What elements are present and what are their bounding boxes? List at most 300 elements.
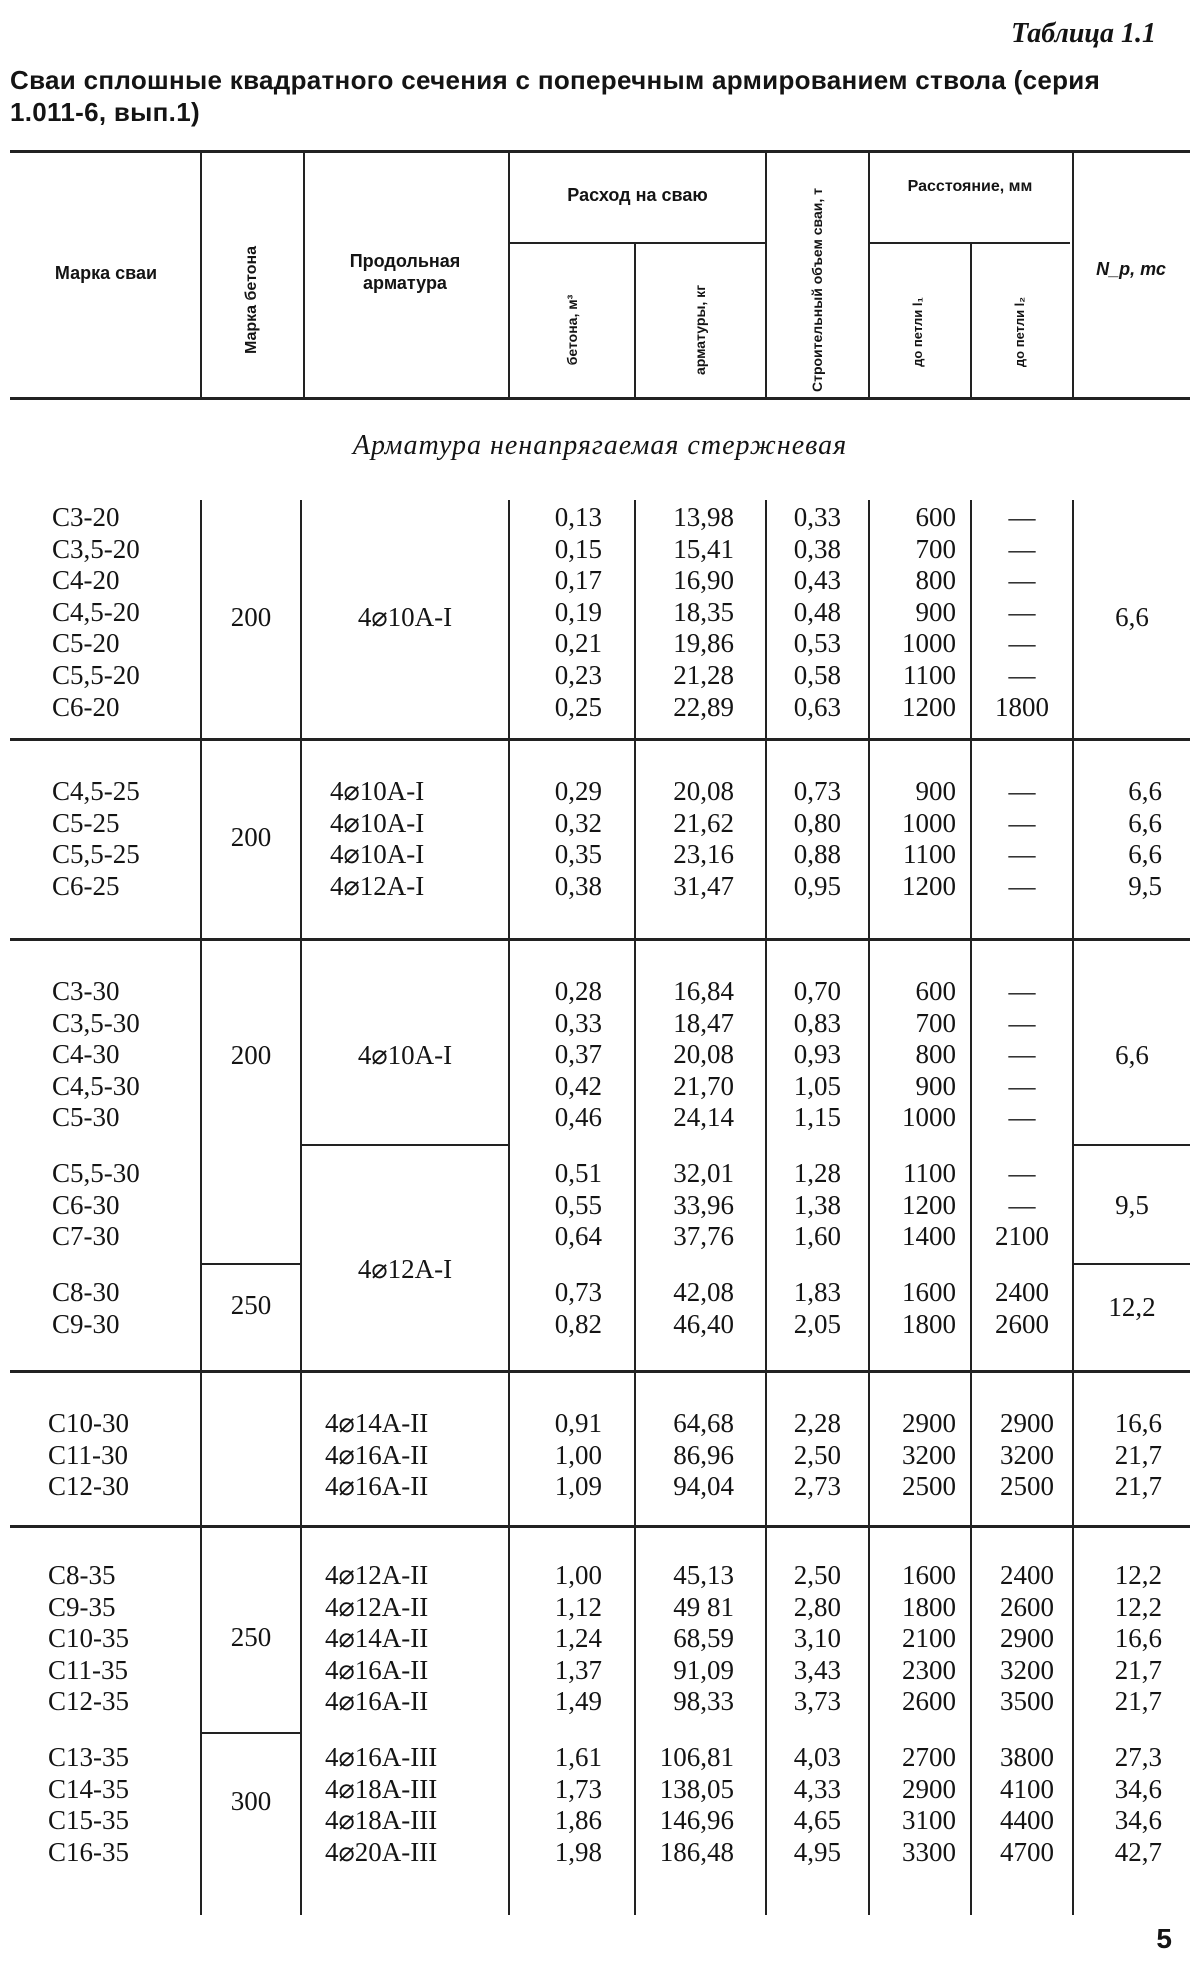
table-cell: 0,43 — [793, 565, 841, 596]
table-number: Таблица 1.1 — [1011, 18, 1156, 49]
g3-rebar-a: 4⌀10А-I — [357, 1040, 453, 1070]
table-cell: C4,5-25 — [52, 776, 140, 806]
table-cell: 4100 — [1000, 1773, 1054, 1804]
table-cell: 600 — [915, 976, 956, 1006]
table-cell: 0,25 — [554, 691, 602, 722]
table-cell: C11-35 — [48, 1654, 128, 1685]
table-cell: 1,60 — [793, 1221, 841, 1252]
header-longitudinal-rebar: Продольная арматура — [349, 251, 461, 293]
header-vline — [200, 150, 202, 398]
table-cell: 23,16 — [673, 839, 734, 870]
table-cell: 2900 — [1000, 1408, 1054, 1438]
table-cell: C6-20 — [52, 691, 120, 722]
table-cell: 2100 — [995, 1221, 1049, 1252]
table-cell: 19,86 — [673, 628, 734, 659]
g4-marks — [48, 1408, 129, 1503]
header-vline — [970, 244, 972, 398]
table-cell: 4⌀14А-II — [325, 1623, 429, 1654]
g5-l1-b — [870, 1742, 956, 1868]
table-cell: 33,96 — [673, 1189, 734, 1220]
header-distance: Расстояние, мм — [907, 178, 1033, 195]
table-cell: 4⌀12А-II — [325, 1560, 429, 1590]
table-cell: — — [1008, 1070, 1036, 1101]
table-cell: 21,62 — [673, 807, 734, 838]
g3-marks-c — [52, 1277, 120, 1340]
table-cell: 2,28 — [793, 1408, 841, 1438]
g3-l1-b — [870, 1158, 956, 1253]
table-cell: 0,73 — [554, 1277, 602, 1307]
table-cell: 9,5 — [1128, 870, 1162, 901]
g4-concrete — [510, 1408, 602, 1503]
header-pile-mark: Марка сваи — [54, 263, 158, 283]
table-cell: 16,6 — [1114, 1623, 1162, 1654]
g2-concrete-grade: 200 — [230, 822, 272, 852]
g5-volume-a — [767, 1560, 841, 1718]
g2-marks — [52, 776, 140, 902]
table-cell: 700 — [915, 533, 956, 564]
table-cell: 106,81 — [659, 1742, 734, 1772]
table-cell: 0,35 — [554, 839, 602, 870]
table-cell: C3-20 — [52, 502, 120, 532]
header-to-loop-l2: до петли l₂ — [1012, 296, 1027, 368]
table-cell: C10-30 — [48, 1408, 129, 1438]
g2-l1 — [870, 776, 956, 902]
table-cell: 0,17 — [554, 565, 602, 596]
table-cell: 0,42 — [554, 1070, 602, 1101]
g5-concrete-grade-a: 250 — [230, 1622, 272, 1652]
table-cell: C13-35 — [48, 1742, 129, 1772]
g5-marks-a — [48, 1560, 129, 1718]
g5-ng-b — [1074, 1742, 1162, 1868]
table-cell: 4⌀10А-I — [330, 839, 425, 870]
table-cell: 46,40 — [673, 1308, 734, 1339]
table-cell: 4⌀16А-II — [325, 1439, 429, 1470]
table-cell: 0,48 — [793, 596, 841, 627]
g5-marks-b — [48, 1742, 129, 1868]
g3-rebar-kg-c — [636, 1277, 734, 1340]
table-cell: 3200 — [1000, 1439, 1054, 1470]
table-cell: — — [1008, 870, 1036, 901]
table-cell: 1800 — [995, 691, 1049, 722]
g2-rebar — [330, 776, 424, 902]
table-cell: 1,98 — [554, 1836, 602, 1867]
table-cell: 800 — [915, 1039, 956, 1070]
table-cell: — — [1008, 1189, 1036, 1220]
table-cell: 4400 — [1000, 1805, 1054, 1836]
sub-separator — [1074, 1144, 1190, 1146]
header-rebar-kg: арматуры, кг — [692, 284, 708, 376]
g5-concrete-b — [510, 1742, 602, 1868]
table-cell: — — [1008, 628, 1036, 659]
table-cell: C8-35 — [48, 1560, 116, 1590]
table-cell: 12,2 — [1114, 1560, 1162, 1590]
table-cell: 68,59 — [673, 1623, 734, 1654]
g2-l2 — [972, 776, 1072, 902]
table-cell: 4⌀12А-I — [330, 870, 425, 901]
table-cell: 0,64 — [554, 1221, 602, 1252]
sub-separator — [202, 1732, 300, 1734]
page-number: 5 — [1156, 1923, 1172, 1954]
table-cell: 4,95 — [793, 1836, 841, 1867]
group-separator — [10, 738, 1190, 741]
g4-l2 — [972, 1408, 1054, 1503]
table-cell: 3,73 — [793, 1686, 841, 1717]
table-cell: — — [1008, 565, 1036, 596]
g3-concrete-b — [510, 1158, 602, 1253]
header-sub-rule-consumption — [510, 242, 765, 244]
table-cell: 2900 — [1000, 1623, 1054, 1654]
table-cell: 1,86 — [554, 1805, 602, 1836]
table-title: Сваи сплошные квадратного сечения с поперечным армированием ствола (серия 1.011-6, вып.1) — [10, 65, 1101, 127]
g3-concrete-grade-a: 200 — [230, 1040, 272, 1070]
table-cell: 0,63 — [793, 691, 841, 722]
table-cell: C5-20 — [52, 628, 120, 659]
table-cell: 2100 — [902, 1623, 956, 1654]
g1-l2 — [972, 502, 1072, 723]
table-cell: 2600 — [902, 1686, 956, 1717]
table-cell: — — [1008, 533, 1036, 564]
table-cell: 900 — [915, 596, 956, 627]
table-cell: 0,58 — [793, 659, 841, 690]
group-separator — [10, 1525, 1190, 1528]
g3-l1-a — [870, 976, 956, 1134]
g3-marks-a — [52, 976, 140, 1134]
table-cell: 18,35 — [673, 596, 734, 627]
g2-concrete — [510, 776, 602, 902]
table-cell: 0,95 — [793, 870, 841, 901]
table-cell: 4⌀16А-II — [325, 1471, 429, 1502]
body-vline — [300, 500, 302, 1915]
table-cell: 6,6 — [1128, 839, 1162, 870]
table-cell: 16,90 — [673, 565, 734, 596]
table-cell: 4⌀16А-II — [325, 1654, 429, 1685]
table-cell: 0,19 — [554, 596, 602, 627]
table-cell: 0,73 — [793, 776, 841, 806]
table-cell: 2900 — [902, 1408, 956, 1438]
g3-volume-b — [767, 1158, 841, 1253]
table-cell: — — [1008, 502, 1036, 532]
table-cell: 2,80 — [793, 1591, 841, 1622]
g3-l1-c — [870, 1277, 956, 1340]
table-cell: 34,6 — [1114, 1773, 1162, 1804]
table-cell: 0,13 — [554, 502, 602, 532]
header-ng: N_p, тс — [1096, 259, 1166, 279]
table-cell: 22,89 — [673, 691, 734, 722]
table-cell: 700 — [915, 1007, 956, 1038]
table-cell: C7-30 — [52, 1221, 120, 1252]
table-cell: 12,2 — [1114, 1591, 1162, 1622]
table-cell: 0,21 — [554, 628, 602, 659]
g1-volume — [767, 502, 841, 723]
table-cell: 0,46 — [554, 1102, 602, 1133]
table-cell: C6-30 — [52, 1189, 120, 1220]
table-cell: 91,09 — [673, 1654, 734, 1685]
table-cell: 2500 — [1000, 1471, 1054, 1502]
table-cell: 0,32 — [554, 807, 602, 838]
table-cell: 800 — [915, 565, 956, 596]
table-cell: 16,84 — [673, 976, 734, 1006]
g3-volume-c — [767, 1277, 841, 1340]
header-to-loop-l1: до петли l₁ — [910, 297, 925, 367]
table-cell: C5-30 — [52, 1102, 120, 1133]
table-cell: 2400 — [1000, 1560, 1054, 1590]
table-cell: C3,5-20 — [52, 533, 140, 564]
table-cell: 0,23 — [554, 659, 602, 690]
table-cell: 2,05 — [793, 1308, 841, 1339]
table-cell: 0,38 — [793, 533, 841, 564]
g3-marks-b — [52, 1158, 140, 1253]
table-cell: 2600 — [1000, 1591, 1054, 1622]
table-cell: 45,13 — [673, 1560, 734, 1590]
table-cell: 4⌀12А-II — [325, 1591, 429, 1622]
header-vline — [1072, 150, 1074, 398]
table-cell: C4,5-30 — [52, 1070, 140, 1101]
g1-ng: 6,6 — [1115, 602, 1149, 632]
table-cell: 3300 — [902, 1836, 956, 1867]
table-cell: 2,50 — [793, 1560, 841, 1590]
table-cell: 4,03 — [793, 1742, 841, 1772]
table-cell: 1000 — [902, 1102, 956, 1133]
table-cell: — — [1008, 807, 1036, 838]
table-cell: 98,33 — [673, 1686, 734, 1717]
header-concrete-grade: Марка бетона — [243, 245, 260, 355]
g4-ng — [1074, 1408, 1162, 1503]
table-cell: 31,47 — [673, 870, 734, 901]
table-cell: 21,7 — [1114, 1471, 1162, 1502]
g5-concrete-grade-b: 300 — [230, 1786, 272, 1816]
table-cell: 64,68 — [673, 1408, 734, 1438]
g3-ng-b: 9,5 — [1115, 1190, 1149, 1220]
table-cell: 0,93 — [793, 1039, 841, 1070]
g3-concrete-c — [510, 1277, 602, 1340]
table-cell: 21,7 — [1114, 1686, 1162, 1717]
table-cell: 1000 — [902, 628, 956, 659]
table-cell: 4⌀18А-III — [325, 1805, 438, 1836]
table-cell: 1,61 — [554, 1742, 602, 1772]
table-cell: — — [1008, 1158, 1036, 1188]
table-cell: 2,50 — [793, 1439, 841, 1470]
g5-volume-b — [767, 1742, 841, 1868]
table-cell: 3800 — [1000, 1742, 1054, 1772]
table-cell: 3200 — [902, 1439, 956, 1470]
table-cell: 4⌀18А-III — [325, 1773, 438, 1804]
table-cell: 1,00 — [554, 1439, 602, 1470]
g3-rebar-b: 4⌀12А-I — [357, 1254, 453, 1284]
table-cell: 1000 — [902, 807, 956, 838]
g3-ng-c: 12,2 — [1108, 1292, 1156, 1322]
header-consumption: Расход на сваю — [567, 185, 708, 205]
table-cell: 1,28 — [793, 1158, 841, 1188]
table-cell: 4,33 — [793, 1773, 841, 1804]
table-cell: 4⌀10А-I — [330, 776, 425, 806]
g4-rebar-kg — [636, 1408, 734, 1503]
g4-volume — [767, 1408, 841, 1503]
g2-rebar-kg — [636, 776, 734, 902]
table-cell: 2,73 — [793, 1471, 841, 1502]
table-cell: C15-35 — [48, 1805, 129, 1836]
table-cell: 1800 — [902, 1591, 956, 1622]
table-cell: 1,49 — [554, 1686, 602, 1717]
table-cell: 4⌀16А-III — [325, 1742, 438, 1772]
table-cell: C16-35 — [48, 1836, 129, 1867]
table-cell: C4-30 — [52, 1039, 120, 1070]
header-vline — [634, 244, 636, 398]
table-cell: 1800 — [902, 1308, 956, 1339]
table-cell: 32,01 — [673, 1158, 734, 1188]
table-cell: C5-25 — [52, 807, 120, 838]
table-cell: 49 81 — [673, 1591, 734, 1622]
table-cell: 138,05 — [659, 1773, 734, 1804]
table-cell: 34,6 — [1114, 1805, 1162, 1836]
table-cell: 0,83 — [793, 1007, 841, 1038]
g3-rebar-kg-a — [636, 976, 734, 1134]
table-cell: 4⌀20А-III — [325, 1836, 438, 1867]
table-cell: 0,55 — [554, 1189, 602, 1220]
g2-volume — [767, 776, 841, 902]
g5-concrete-a — [510, 1560, 602, 1718]
table-cell: 4⌀16А-II — [325, 1686, 429, 1717]
table-cell: 0,28 — [554, 976, 602, 1006]
table-cell: — — [1008, 659, 1036, 690]
table-cell: 4,65 — [793, 1805, 841, 1836]
table-cell: 3,43 — [793, 1654, 841, 1685]
table-cell: 2900 — [902, 1773, 956, 1804]
table-cell: 18,47 — [673, 1007, 734, 1038]
table-cell: C12-35 — [48, 1686, 129, 1717]
table-cell: 20,08 — [673, 776, 734, 806]
table-cell: 0,51 — [554, 1158, 602, 1188]
g3-volume-a — [767, 976, 841, 1134]
table-cell: 37,76 — [673, 1221, 734, 1252]
table-cell: 3500 — [1000, 1686, 1054, 1717]
table-cell: 42,08 — [673, 1277, 734, 1307]
table-cell: 21,28 — [673, 659, 734, 690]
g5-rebar-b — [325, 1742, 437, 1868]
table-cell: 600 — [915, 502, 956, 532]
g3-l2-c — [972, 1277, 1072, 1340]
table-cell: C3-30 — [52, 976, 120, 1006]
table-cell: 0,70 — [793, 976, 841, 1006]
table-cell: 900 — [915, 1070, 956, 1101]
table-cell: 2500 — [902, 1471, 956, 1502]
header-volume: Строительный объем сваи, т — [809, 187, 825, 393]
table-cell: 0,88 — [793, 839, 841, 870]
g3-concrete-a — [510, 976, 602, 1134]
table-cell: 3200 — [1000, 1654, 1054, 1685]
g5-rebar-kg-a — [636, 1560, 734, 1718]
table-cell: C12-30 — [48, 1471, 129, 1502]
table-cell: 2300 — [902, 1654, 956, 1685]
header-vline — [765, 150, 767, 398]
g3-concrete-grade-b: 250 — [230, 1290, 272, 1320]
table-cell: 21,7 — [1114, 1654, 1162, 1685]
table-cell: 6,6 — [1128, 776, 1162, 806]
g5-ng-a — [1074, 1560, 1162, 1718]
header-vline — [303, 150, 305, 398]
table-cell: 0,29 — [554, 776, 602, 806]
table-cell: 1200 — [902, 691, 956, 722]
table-cell: 24,14 — [673, 1102, 734, 1133]
g5-l2-a — [972, 1560, 1054, 1718]
table-cell: 42,7 — [1114, 1836, 1162, 1867]
section-label: Арматура ненапрягаемая стержневая — [352, 430, 848, 461]
table-cell: 1,15 — [793, 1102, 841, 1133]
table-cell: C14-35 — [48, 1773, 129, 1804]
g1-rebar-kg — [636, 502, 734, 723]
table-cell: 1600 — [902, 1560, 956, 1590]
table-cell: 15,41 — [673, 533, 734, 564]
table-cell: 1,24 — [554, 1623, 602, 1654]
table-cell: 900 — [915, 776, 956, 806]
table-cell: C5,5-25 — [52, 839, 140, 870]
table-cell: C9-35 — [48, 1591, 116, 1622]
table-cell: C11-30 — [48, 1439, 128, 1470]
table-cell: 4⌀10А-I — [330, 807, 425, 838]
sub-separator — [1074, 1263, 1190, 1265]
g5-l1-a — [870, 1560, 956, 1718]
table-cell: 3100 — [902, 1805, 956, 1836]
table-cell: — — [1008, 839, 1036, 870]
g1-rebar-type: 4⌀10А-I — [357, 602, 453, 632]
table-cell: 2700 — [902, 1742, 956, 1772]
g5-l2-b — [972, 1742, 1054, 1868]
g3-l2-a — [972, 976, 1072, 1134]
table-cell: 0,37 — [554, 1039, 602, 1070]
table-cell: 1400 — [902, 1221, 956, 1252]
table-cell: 1100 — [903, 839, 956, 870]
table-cell: 0,80 — [793, 807, 841, 838]
table-cell: 4700 — [1000, 1836, 1054, 1867]
table-cell: 1,83 — [793, 1277, 841, 1307]
table-cell: C9-30 — [52, 1308, 120, 1339]
g3-l2-b — [972, 1158, 1072, 1253]
g3-ng-a: 6,6 — [1115, 1040, 1149, 1070]
g5-rebar-a — [325, 1560, 428, 1718]
table-cell: 1600 — [902, 1277, 956, 1307]
table-cell: C10-35 — [48, 1623, 129, 1654]
table-cell: — — [1008, 776, 1036, 806]
table-cell: 186,48 — [659, 1836, 734, 1867]
table-cell: 86,96 — [673, 1439, 734, 1470]
g2-ng — [1074, 776, 1162, 902]
g1-l1 — [870, 502, 956, 723]
group-separator — [10, 938, 1190, 941]
table-cell: 146,96 — [659, 1805, 734, 1836]
g3-rebar-kg-b — [636, 1158, 734, 1253]
g1-concrete-grade: 200 — [230, 602, 272, 632]
table-cell: 1,38 — [793, 1189, 841, 1220]
table-cell: 4⌀14А-II — [325, 1408, 429, 1438]
table-cell: 0,53 — [793, 628, 841, 659]
header-vline — [868, 150, 870, 398]
body-vline — [200, 500, 202, 1915]
table-cell: — — [1008, 1039, 1036, 1070]
table-cell: 20,08 — [673, 1039, 734, 1070]
table-cell: 1,37 — [554, 1654, 602, 1685]
table-cell: 1200 — [902, 870, 956, 901]
table-cell: C4-20 — [52, 565, 120, 596]
table-cell: 0,82 — [554, 1308, 602, 1339]
table-cell: 1100 — [903, 1158, 956, 1188]
table-cell: 1,00 — [554, 1560, 602, 1590]
table-cell: 1,09 — [554, 1471, 602, 1502]
table-cell: 1,12 — [554, 1591, 602, 1622]
table-cell: 1200 — [902, 1189, 956, 1220]
table-cell: 1,05 — [793, 1070, 841, 1101]
g4-rebar — [325, 1408, 428, 1503]
sub-separator — [302, 1144, 508, 1146]
table-cell: 3,10 — [793, 1623, 841, 1654]
